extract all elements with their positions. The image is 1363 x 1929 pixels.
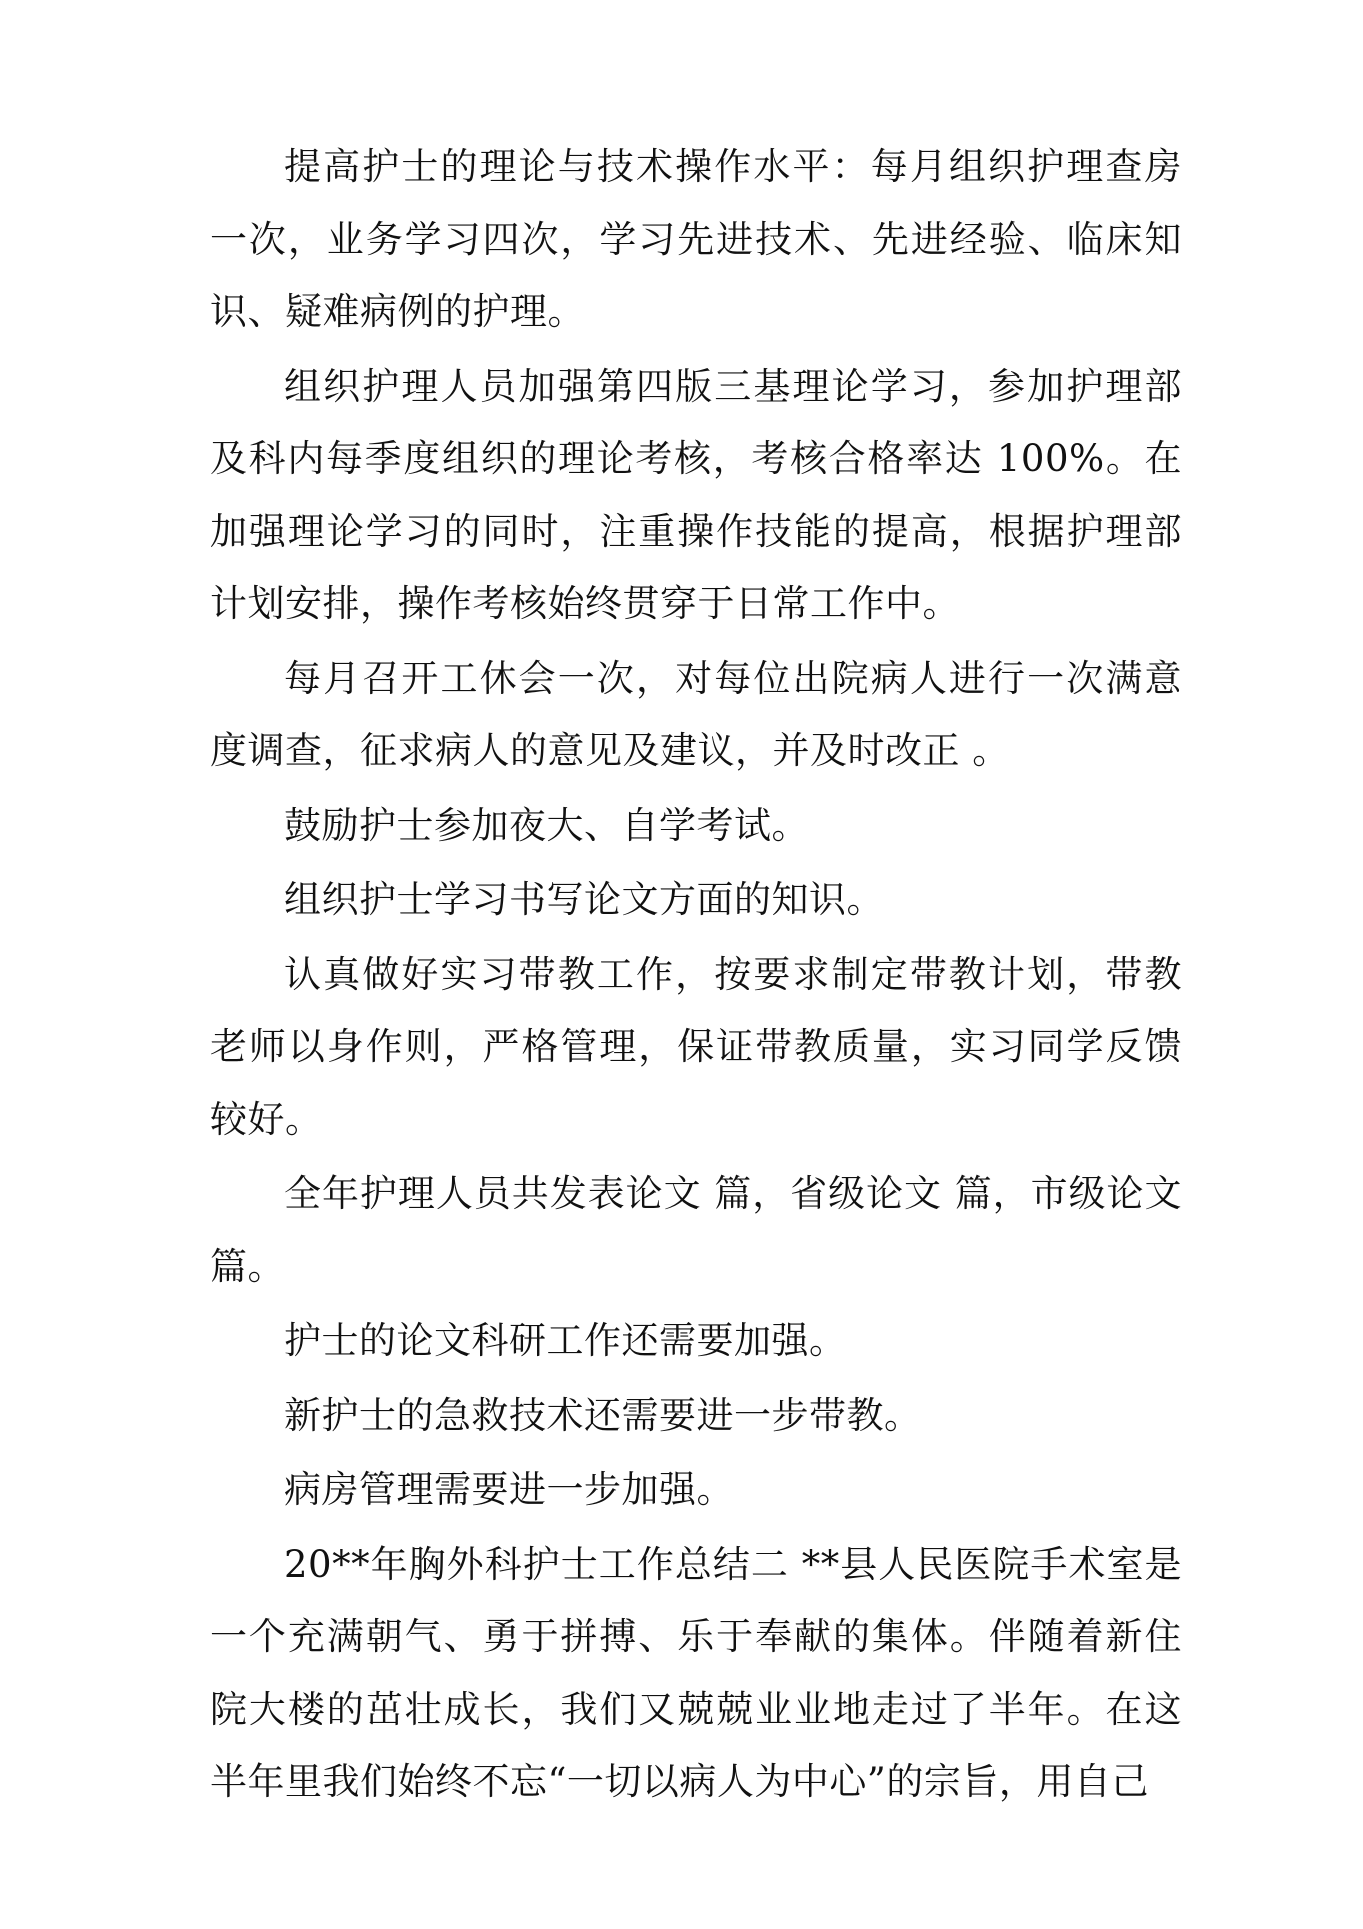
paragraph-research-improvement: 护士的论文科研工作还需要加强。 [284,1319,847,1362]
paragraph-paper-writing: 组织护士学习书写论文方面的知识。 [284,878,884,921]
paragraph-summary-two: 20**年胸外科护士工作总结二 **县人民医院手术室是一个充满朝气、勇于拼搏、乐于奉献的集体。伴随着新住院大楼的茁壮成长，我们又兢兢业业地走过了半年。在这半年里我们始终不忘“一切以病人为中心”的宗旨，用自己 [210,1542,1182,1803]
paragraph-patient-meeting: 每月召开工休会一次，对每位出院病人进行一次满意度调查，征求病人的意见及建议，并及时改正 。 [210,656,1182,772]
paragraph-ward-management: 病房管理需要进一步加强。 [284,1468,734,1511]
paragraph-intern-teaching: 认真做好实习带教工作，按要求制定带教计划，带教老师以身作则，严格管理，保证带教质量，实习同学反馈较好。 [210,952,1182,1141]
paragraph-encourage-exams: 鼓励护士参加夜大、自学考试。 [284,803,809,847]
paragraph-papers-published: 全年护理人员共发表论文 篇，省级论文 篇，市级论文篇。 [210,1172,1182,1288]
paragraph-theory-study: 组织护理人员加强第四版三基理论学习，参加护理部及科内每季度组织的理论考核，考核合格率达 100%。在加强理论学习的同时，注重操作技能的提高，根据护理部计划安排，操作考核始终贯穿于日常工作中。 [210,364,1182,625]
document-body [210,131,1182,1821]
paragraph-emergency-training: 新护士的急救技术还需要进一步带教。 [284,1393,922,1437]
paragraph-nurse-skill-training: 提高护士的理论与技术操作水平：每月组织护理查房一次，业务学习四次，学习先进技术、先进经验、临床知识、疑难病例的护理。 [210,145,1182,333]
